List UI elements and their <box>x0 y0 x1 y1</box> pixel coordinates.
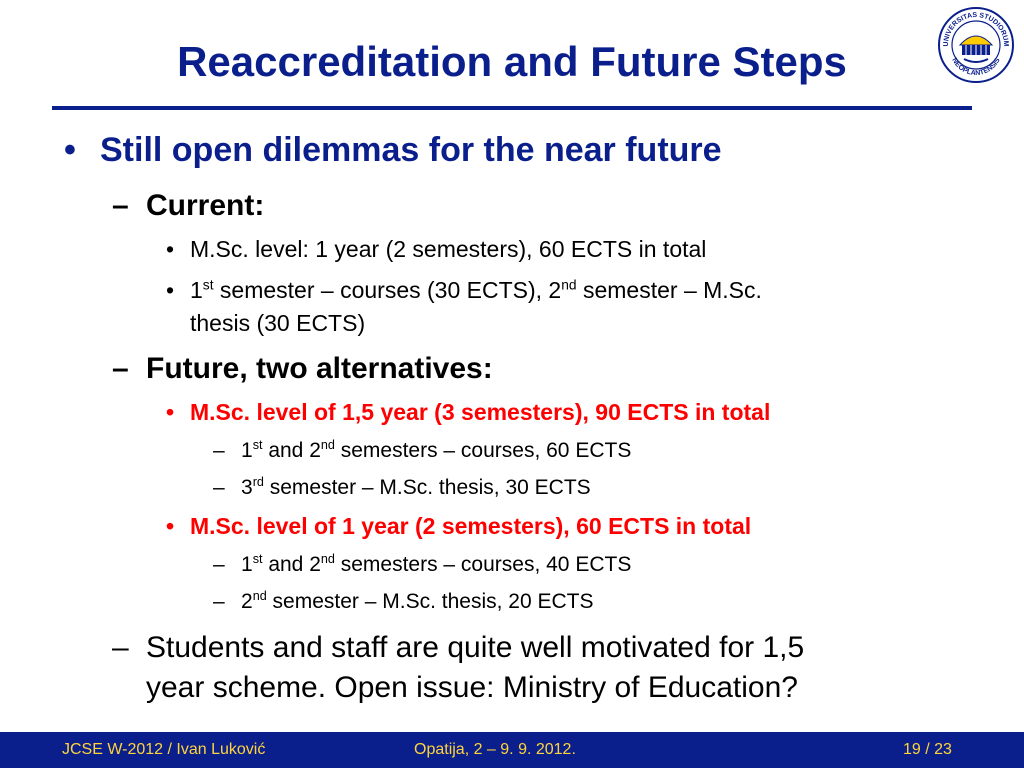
text-part: semesters – courses, 40 ECTS <box>334 553 632 576</box>
dash-mark: – <box>213 476 225 499</box>
bullet-main <box>64 131 722 170</box>
text-part: and 2 <box>262 439 321 462</box>
alternative-2 <box>166 513 752 540</box>
slide-title: Reaccreditation and Future Steps <box>177 38 847 85</box>
text-part: 3 <box>241 476 253 499</box>
superscript: nd <box>320 552 335 566</box>
text-part: 1 <box>241 439 253 462</box>
superscript: st <box>252 552 263 566</box>
title-underline <box>52 106 972 110</box>
text-part: thesis (30 ECTS) <box>190 310 366 336</box>
students-note-continued <box>146 671 798 705</box>
current-item-2-continued <box>190 310 365 337</box>
alternative-1 <box>166 399 771 426</box>
students-note-text: Students and staff are quite well motivated for 1,5 <box>146 631 805 664</box>
text-part: semester – M.Sc. <box>576 277 762 303</box>
alternative-1-text: M.Sc. level of 1,5 year (3 semesters), 90 ECTS in total <box>190 399 771 425</box>
bullet-mark: • <box>166 277 175 303</box>
footer-place-date: Opatija, 2 – 9. 9. 2012. <box>414 741 576 758</box>
footer-author: JCSE W-2012 / Ivan Luković <box>62 741 266 758</box>
alternative-1-detail-2 <box>213 475 591 500</box>
bullet-mark: • <box>166 236 175 262</box>
text-part: 2 <box>241 590 253 613</box>
svg-text:UNIVERSITAS STUDIORUM: UNIVERSITAS STUDIORUM <box>942 11 1010 47</box>
subheading-future-text: Future, two alternatives: <box>146 352 493 385</box>
svg-text:NEOPLANTENSIS: NEOPLANTENSIS <box>950 57 1002 78</box>
students-note-text-2: year scheme. Open issue: Ministry of Education? <box>146 671 798 704</box>
alternative-2-detail-1 <box>213 552 632 577</box>
text-part: semester – courses (30 ECTS), 2 <box>213 277 562 303</box>
text-part: semesters – courses, 60 ECTS <box>334 439 632 462</box>
superscript: st <box>252 438 263 452</box>
students-note <box>112 631 805 665</box>
university-seal-logo <box>936 5 1016 85</box>
current-item-1-text: M.Sc. level: 1 year (2 semesters), 60 ECTS in total <box>190 236 707 262</box>
text-part: and 2 <box>262 553 321 576</box>
dash-mark: – <box>213 590 225 613</box>
bullet-mark: • <box>64 131 76 169</box>
alternative-2-detail-2 <box>213 589 594 614</box>
subheading-current-text: Current: <box>146 189 265 222</box>
text-part: 1 <box>190 277 203 303</box>
text-part: 1 <box>241 553 253 576</box>
superscript: nd <box>561 277 577 293</box>
dash-mark: – <box>213 439 225 462</box>
current-item-1 <box>166 236 707 263</box>
dash-mark: – <box>112 631 129 664</box>
superscript: nd <box>252 589 267 603</box>
superscript: nd <box>320 438 335 452</box>
alternative-2-text: M.Sc. level of 1 year (2 semesters), 60 ECTS in total <box>190 513 752 539</box>
bullet-mark: • <box>166 513 175 539</box>
superscript: rd <box>252 475 264 489</box>
footer-page-number: 19 / 23 <box>903 741 952 758</box>
slide-footer <box>0 732 1024 768</box>
dash-mark: – <box>112 352 129 385</box>
subheading-future <box>112 352 493 386</box>
dash-mark: – <box>213 553 225 576</box>
text-part: semester – M.Sc. thesis, 30 ECTS <box>263 476 591 499</box>
bullet-mark: • <box>166 399 175 425</box>
superscript: st <box>202 277 214 293</box>
subheading-current <box>112 189 265 223</box>
dash-mark: – <box>112 189 129 222</box>
text-part: semester – M.Sc. thesis, 20 ECTS <box>266 590 594 613</box>
bullet-main-text: Still open dilemmas for the near future <box>100 131 722 169</box>
alternative-1-detail-1 <box>213 438 632 463</box>
current-item-2 <box>166 277 762 304</box>
